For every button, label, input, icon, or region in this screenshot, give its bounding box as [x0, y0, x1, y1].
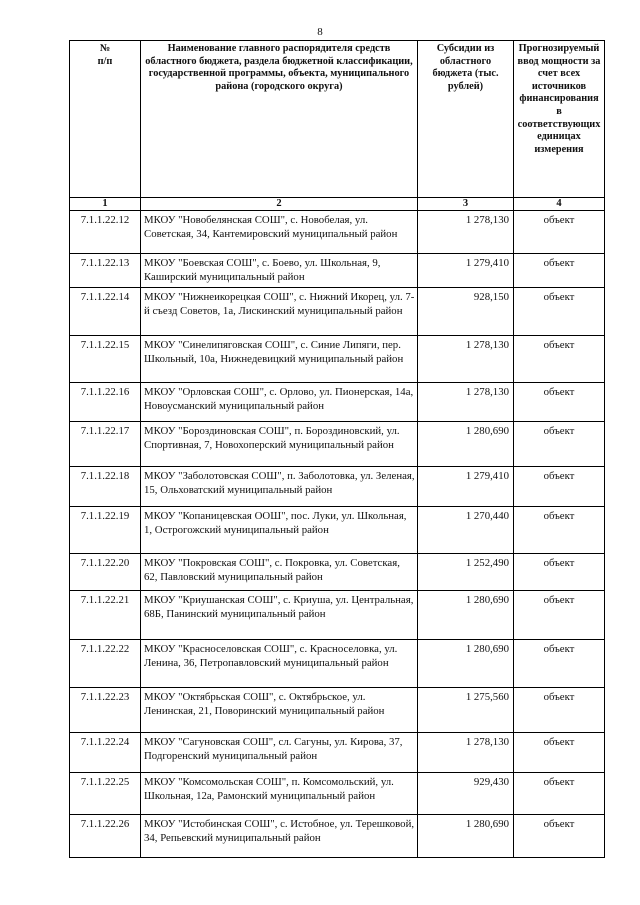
row-code: 7.1.1.22.13 — [70, 254, 141, 288]
row-capacity: объект — [514, 336, 605, 383]
row-code: 7.1.1.22.25 — [70, 773, 141, 815]
table-row — [70, 507, 605, 554]
row-subsidy: 1 278,130 — [418, 383, 514, 422]
row-name: МКОУ "Новобелянская СОШ", с. Новобелая, ул. Советская, 34, Кантемировский муниципальный район — [141, 211, 418, 254]
row-code: 7.1.1.22.17 — [70, 422, 141, 467]
row-subsidy: 1 278,130 — [418, 211, 514, 254]
row-capacity: объект — [514, 254, 605, 288]
row-name: МКОУ "Нижнеикорецкая СОШ", с. Нижний Икорец, ул. 7-й съезд Советов, 1а, Лискинский муниципальный район — [141, 288, 418, 336]
table-row — [70, 467, 605, 507]
header-capacity: Прогнозируемый ввод мощности за счет всех источников финансирования в соответствующих единицах измерения — [514, 41, 605, 198]
row-capacity: объект — [514, 815, 605, 858]
table-row — [70, 211, 605, 254]
row-name: МКОУ "Красноселовская СОШ", с. Красноселовка, ул. Ленина, 36, Петропавловский муниципальный район — [141, 640, 418, 688]
table-row — [70, 688, 605, 733]
row-subsidy: 1 275,560 — [418, 688, 514, 733]
row-capacity: объект — [514, 640, 605, 688]
row-subsidy: 928,150 — [418, 288, 514, 336]
row-name: МКОУ "Криушанская СОШ", с. Криуша, ул. Центральная, 68Б, Панинский муниципальный район — [141, 591, 418, 640]
row-capacity: объект — [514, 467, 605, 507]
row-name: МКОУ "Истобинская СОШ", с. Истобное, ул. Терешковой, 34, Репьевский муниципальный район — [141, 815, 418, 858]
header-subsidy: Субсидии из областного бюджета (тыс. рублей) — [418, 41, 514, 198]
row-code: 7.1.1.22.18 — [70, 467, 141, 507]
row-code: 7.1.1.22.12 — [70, 211, 141, 254]
row-capacity: объект — [514, 507, 605, 554]
table-row — [70, 336, 605, 383]
row-capacity: объект — [514, 733, 605, 773]
row-code: 7.1.1.22.15 — [70, 336, 141, 383]
row-code: 7.1.1.22.21 — [70, 591, 141, 640]
column-number: 2 — [141, 198, 418, 211]
row-capacity: объект — [514, 383, 605, 422]
table-row — [70, 815, 605, 858]
row-name: МКОУ "Октябрьская СОШ", с. Октябрьское, ул. Ленинская, 21, Поворинский муниципальный район — [141, 688, 418, 733]
column-number: 4 — [514, 198, 605, 211]
table-row — [70, 733, 605, 773]
row-code: 7.1.1.22.22 — [70, 640, 141, 688]
row-code: 7.1.1.22.14 — [70, 288, 141, 336]
row-subsidy: 1 279,410 — [418, 467, 514, 507]
row-name: МКОУ "Синелипяговская СОШ", с. Синие Липяги, пер. Школьный, 10а, Нижнедевицкий муниципальный район — [141, 336, 418, 383]
page-number: 8 — [317, 26, 323, 38]
row-name: МКОУ "Боевская СОШ", с. Боево, ул. Школьная, 9, Каширский муниципальный район — [141, 254, 418, 288]
row-name: МКОУ "Орловская СОШ", с. Орлово, ул. Пионерская, 14а, Новоусманский муниципальный район — [141, 383, 418, 422]
row-subsidy: 1 252,490 — [418, 554, 514, 591]
row-code: 7.1.1.22.23 — [70, 688, 141, 733]
row-subsidy: 1 280,690 — [418, 815, 514, 858]
row-capacity: объект — [514, 554, 605, 591]
row-name: МКОУ "Копаницевская ООШ", пос. Луки, ул. Школьная, 1, Острогожский муниципальный район — [141, 507, 418, 554]
row-name: МКОУ "Сагуновская СОШ", сл. Сагуны, ул. Кирова, 37, Подгоренский муниципальный район — [141, 733, 418, 773]
row-capacity: объект — [514, 288, 605, 336]
row-subsidy: 1 280,690 — [418, 640, 514, 688]
row-subsidy: 1 279,410 — [418, 254, 514, 288]
row-name: МКОУ "Комсомольская СОШ", п. Комсомольский, ул. Школьная, 12а, Рамонский муниципальный район — [141, 773, 418, 815]
column-number: 1 — [70, 198, 141, 211]
row-subsidy: 1 270,440 — [418, 507, 514, 554]
row-capacity: объект — [514, 688, 605, 733]
table-row — [70, 288, 605, 336]
row-code: 7.1.1.22.19 — [70, 507, 141, 554]
row-subsidy: 1 278,130 — [418, 336, 514, 383]
row-capacity: объект — [514, 773, 605, 815]
row-capacity: объект — [514, 422, 605, 467]
row-name: МКОУ "Заболотовская СОШ", п. Заболотовка, ул. Зеленая, 15, Ольховатский муниципальный район — [141, 467, 418, 507]
table-row — [70, 422, 605, 467]
row-capacity: объект — [514, 211, 605, 254]
row-name: МКОУ "Бороздиновская СОШ", п. Бороздиновский, ул. Спортивная, 7, Новохоперский муниципальный район — [141, 422, 418, 467]
header-number: № п/п — [70, 41, 141, 198]
table-row — [70, 773, 605, 815]
row-code: 7.1.1.22.20 — [70, 554, 141, 591]
row-code: 7.1.1.22.24 — [70, 733, 141, 773]
row-name: МКОУ "Покровская СОШ", с. Покровка, ул. Советская, 62, Павловский муниципальный район — [141, 554, 418, 591]
table-row — [70, 640, 605, 688]
row-subsidy: 1 278,130 — [418, 733, 514, 773]
header-row — [70, 41, 605, 198]
header-name: Наименование главного распорядителя средств областного бюджета, раздела бюджетной классификации, государственной программы, объекта, муниципального района (городского округа) — [141, 41, 418, 198]
table-row — [70, 554, 605, 591]
table-row — [70, 254, 605, 288]
row-code: 7.1.1.22.16 — [70, 383, 141, 422]
column-number: 3 — [418, 198, 514, 211]
row-subsidy: 1 280,690 — [418, 591, 514, 640]
row-subsidy: 1 280,690 — [418, 422, 514, 467]
budget-table — [69, 40, 605, 858]
column-numbers-row — [70, 198, 605, 211]
row-subsidy: 929,430 — [418, 773, 514, 815]
row-capacity: объект — [514, 591, 605, 640]
table-row — [70, 383, 605, 422]
table-row — [70, 591, 605, 640]
row-code: 7.1.1.22.26 — [70, 815, 141, 858]
